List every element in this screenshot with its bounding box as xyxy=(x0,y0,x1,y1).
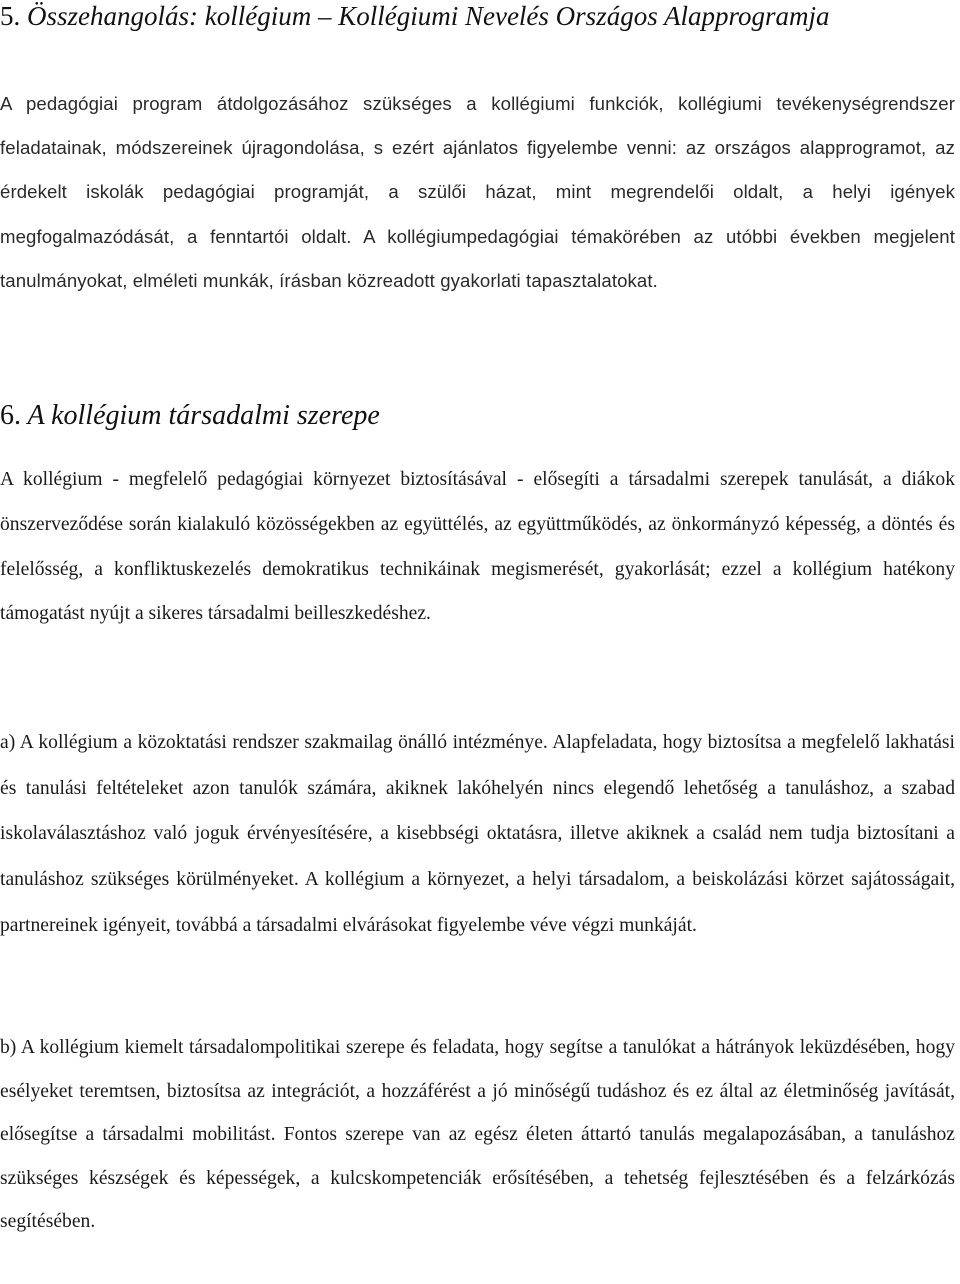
point-b-paragraph: b) A kollégium kiemelt társadalompolitikai szerepe és feladata, hogy segítse a tanulókat a hátrányok leküzdésében, hogy esélyeket teremtsen, biztosítsa az integrációt, a hozzáférést a jó minőségű tudáshoz és ez által az életminőség javítását, elősegítse a társadalmi mobilitást. Fontos szerepe van az egész életen áttartó tanulás megalapozásában, a tanuláshoz szükséges készségek és képességek, a kulcskompetenciák erősítésében, a tehetség fejlesztésében és a felzárkózás segítésében. xyxy=(0,1037,955,1233)
section-6-intro-paragraph: A kollégium - megfelelő pedagógiai környezet biztosításával - elősegíti a társadalmi szerepek tanulását, a diákok önszerveződése során kialakuló közösségekben az együttélés, az együttműködés, az önkormányzó képesség, a döntés és felelősség, a konfliktuskezelés demokratikus technikáinak megismerését, gyakorlását; ezzel a kollégium hatékony támogatást nyújt a sikeres társadalmi beilleszkedéshez. xyxy=(0,469,955,625)
section-5-number: 5. xyxy=(0,1,21,31)
section-5-paragraph: A pedagógiai program átdolgozásához szükséges a kollégiumi funkciók, kollégiumi tevékenységrendszer feladatainak, módszereinek újragondolása, s ezért ajánlatos figyelembe venni: az országos alapprogramot, az érdekelt iskolák pedagógiai programját, a szülői házat, mint megrendelői oldalt, a helyi igények megfogalmazódását, a fenntartói oldalt. A kollégiumpedagógiai témakörében az utóbbi években megjelent tanulmányokat, elméleti munkák, írásban közreadott gyakorlati tapasztalatokat. xyxy=(0,93,955,291)
point-a-paragraph: a) A kollégium a közoktatási rendszer szakmailag önálló intézménye. Alapfeladata, hogy biztosítsa a megfelelő lakhatási és tanulási feltételeket azon tanulók számára, akiknek lakóhelyén nincs elegendő lehetőség a tanuláshoz, a szabad iskolaválasztáshoz való joguk érvényesítésére, a kisebbségi oktatásra, illetve akiknek a család nem tudja biztosítani a tanuláshoz szükséges körülményeket. A kollégium a környezet, a helyi társadalom, a beiskolázási körzet sajátosságait, partnereinek igényeit, továbbá a társadalmi elvárásokat figyelembe véve végzi munkáját. xyxy=(0,732,955,936)
section-5-heading xyxy=(0,0,829,32)
section-6-number: 6. xyxy=(0,400,21,431)
section-6-title: A kollégium társadalmi szerepe xyxy=(27,400,380,431)
section-6-heading xyxy=(0,400,380,432)
section-5-title: Összehangolás: kollégium – Kollégiumi Nevelés Országos Alapprogramja xyxy=(27,1,830,31)
